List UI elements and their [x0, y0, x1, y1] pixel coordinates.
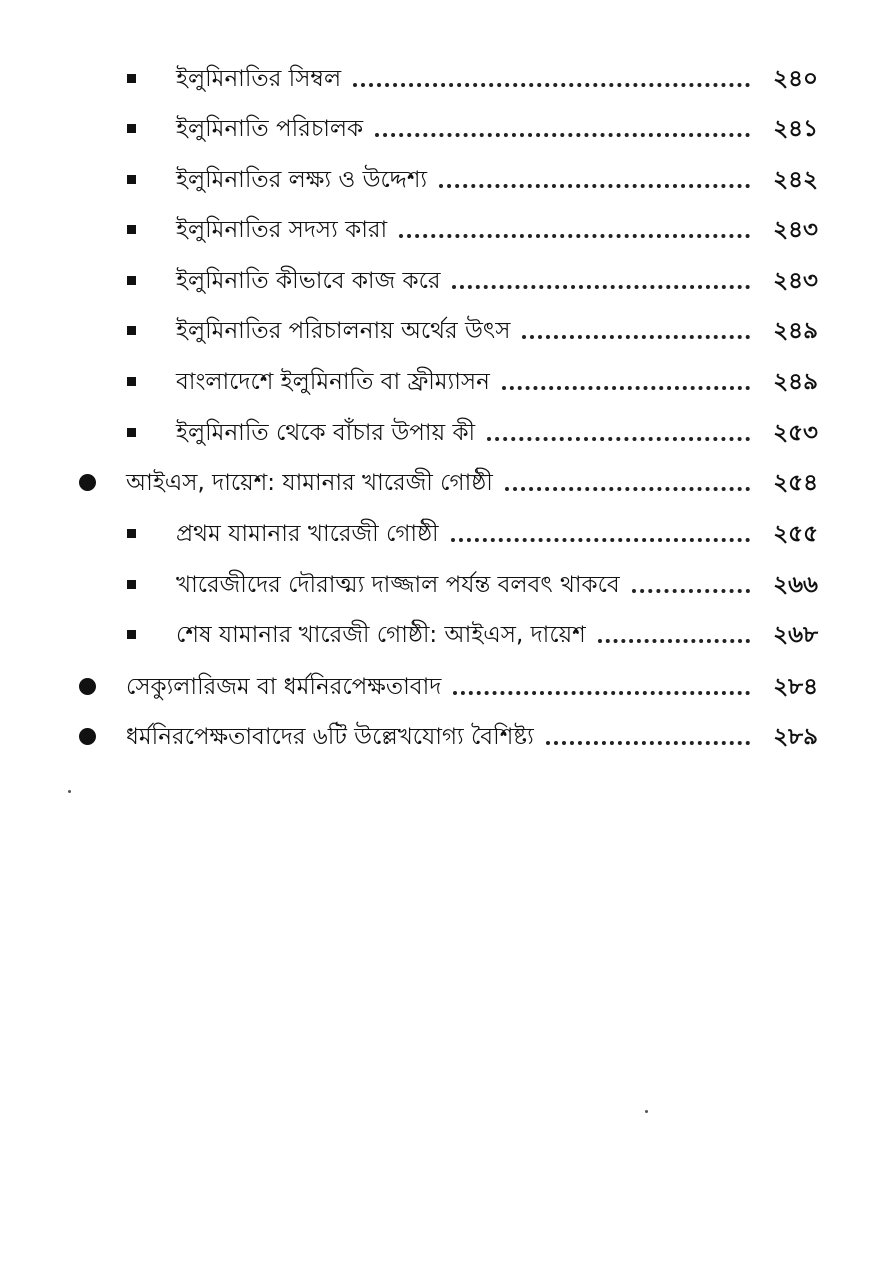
toc-section-title: সেক্যুলারিজম বা ধর্মনিরপেক্ষতাবাদ: [126, 674, 442, 700]
toc-entry[interactable]: [0, 258, 870, 298]
toc-entry-line: [176, 157, 870, 197]
dot-leader: [399, 234, 750, 238]
round-bullet-icon: [79, 474, 96, 491]
toc-entry-title: বাংলাদেশে ইলুমিনাতি বা ফ্রীম্যাসন: [176, 369, 490, 395]
square-bullet-icon: [127, 580, 136, 589]
toc-entry-title: ইলুমিনাতির পরিচালনায় অর্থের উৎস: [176, 318, 511, 344]
toc-entry[interactable]: [0, 410, 870, 450]
dot-leader: [505, 487, 750, 491]
dot-leader: [375, 133, 750, 137]
toc-entry[interactable]: [0, 511, 870, 551]
dot-leader: [598, 639, 750, 643]
square-bullet-icon: [127, 428, 136, 437]
toc-entry-line: [176, 308, 870, 348]
toc-entry-page: ২৪৩: [773, 268, 818, 294]
toc-entry-page: ২৮৪: [773, 674, 818, 700]
toc-entry-page: ২৬৬: [773, 572, 818, 598]
toc-entry[interactable]: [0, 612, 870, 652]
toc-entry-line: [126, 460, 870, 500]
toc-entry-page: ২৬৮: [773, 622, 818, 648]
toc-entry-page: ২৪৯: [773, 318, 818, 344]
toc-entry[interactable]: [0, 56, 870, 96]
toc-entry-title: খারেজীদের দৌরাত্ম্য দাজ্জাল পর্যন্ত বলবৎ থাকবে: [176, 572, 620, 598]
toc-entry[interactable]: [0, 562, 870, 602]
toc-entry-title: ইলুমিনাতি কীভাবে কাজ করে: [176, 268, 441, 294]
toc-section-title: ধর্মনিরপেক্ষতাবাদের ৬টি উল্লেখযোগ্য বৈশিষ্ট্য: [126, 724, 534, 750]
dot-leader: [451, 538, 750, 542]
round-bullet-icon: [79, 678, 96, 695]
toc-entry-line: [176, 511, 870, 551]
toc-entry-page: ২৫৫: [773, 521, 818, 547]
toc-entry[interactable]: [0, 359, 870, 399]
square-bullet-icon: [127, 74, 136, 83]
toc-entry[interactable]: [0, 157, 870, 197]
toc-entry[interactable]: [0, 106, 870, 146]
toc-entry-line: [176, 106, 870, 146]
square-bullet-icon: [127, 326, 136, 335]
toc-section-entry[interactable]: [0, 664, 870, 704]
dot-leader: [546, 741, 750, 745]
toc-entry-page: ২৪৩: [773, 217, 818, 243]
toc-entry-line: [126, 714, 870, 754]
toc-entry-title: ইলুমিনাতির সিম্বল: [176, 66, 342, 92]
toc-section-entry[interactable]: [0, 714, 870, 754]
toc-entry-title: ইলুমিনাতি থেকে বাঁচার উপায় কী: [176, 420, 476, 446]
toc-section-entry[interactable]: [0, 460, 870, 500]
square-bullet-icon: [127, 377, 136, 386]
toc-entry-page: ২৫৩: [773, 420, 818, 446]
toc-entry-page: ২৮৯: [773, 724, 818, 750]
toc-entry-line: [126, 664, 870, 704]
round-bullet-icon: [79, 728, 96, 745]
toc-entry-page: ২৫৪: [773, 470, 818, 496]
dot-leader: [353, 83, 750, 87]
toc-entry-title: ইলুমিনাতির লক্ষ্য ও উদ্দেশ্য: [176, 167, 428, 193]
dot-leader: [452, 285, 750, 289]
toc-entry-line: [176, 207, 870, 247]
scan-speck: [68, 790, 71, 793]
toc-entry-line: [176, 612, 870, 652]
toc-entry-title: ইলুমিনাতির সদস্য কারা: [176, 217, 388, 243]
toc-entry-line: [176, 410, 870, 450]
toc-entry-line: [176, 359, 870, 399]
dot-leader: [453, 691, 750, 695]
toc-entry-page: ২৪১: [773, 116, 818, 142]
toc-entry-page: ২৪২: [773, 167, 818, 193]
dot-leader: [502, 386, 750, 390]
dot-leader: [487, 437, 750, 441]
square-bullet-icon: [127, 124, 136, 133]
toc-entry[interactable]: [0, 308, 870, 348]
dot-leader: [439, 184, 750, 188]
toc-entry-title: শেষ যামানার খারেজী গোষ্ঠী: আইএস, দায়েশ: [176, 622, 586, 648]
toc-section-title: আইএস, দায়েশ: যামানার খারেজী গোষ্ঠী: [126, 470, 493, 496]
dot-leader: [632, 589, 750, 593]
toc-entry-title: প্রথম যামানার খারেজী গোষ্ঠী: [176, 521, 439, 547]
toc-entry-page: ২৪০: [773, 66, 818, 92]
toc-entry-line: [176, 562, 870, 602]
toc-entry-line: [176, 56, 870, 96]
toc-entry-page: ২৪৯: [773, 369, 818, 395]
toc-entry-line: [176, 258, 870, 298]
toc-entry[interactable]: [0, 207, 870, 247]
square-bullet-icon: [127, 630, 136, 639]
square-bullet-icon: [127, 175, 136, 184]
square-bullet-icon: [127, 529, 136, 538]
toc-entry-title: ইলুমিনাতি পরিচালক: [176, 116, 364, 142]
scan-speck: [645, 1110, 648, 1113]
square-bullet-icon: [127, 225, 136, 234]
square-bullet-icon: [127, 276, 136, 285]
dot-leader: [522, 335, 750, 339]
